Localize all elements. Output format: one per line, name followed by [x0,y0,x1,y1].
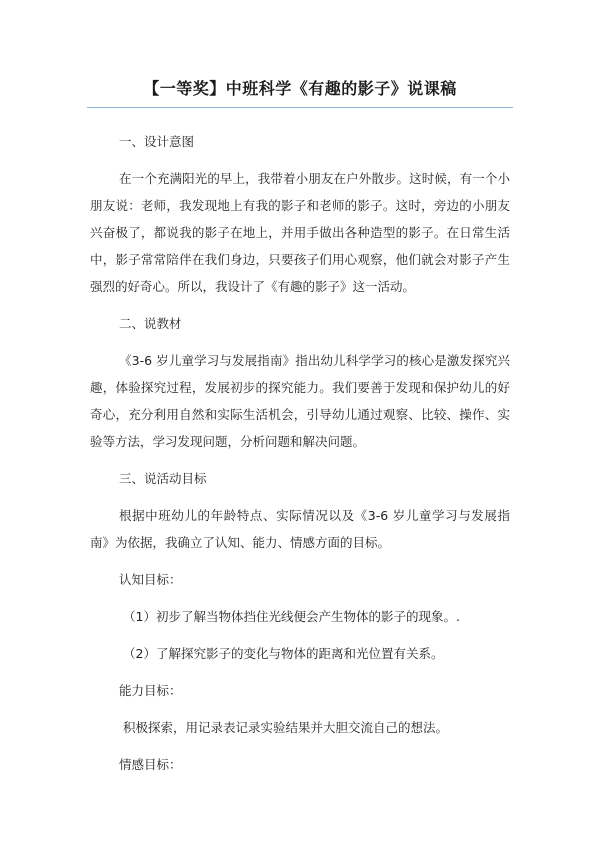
title-divider [87,107,513,108]
cognitive-goals-label: 认知目标： [119,572,182,587]
document-body [90,128,510,778]
section-heading-design-intent: 一、设计意图 [119,134,195,149]
cognitive-goal-item-2: （2）了解探究影子的变化与物体的距离和光位置有关系。 [123,646,444,661]
document-title: 【一等奖】中班科学《有趣的影子》说课稿 [143,79,457,98]
ability-goal-text: 积极探索，用记录表记录实验结果并大胆交流自己的想法。 [123,720,449,735]
teaching-material-paragraph: 《3-6 岁儿童学习与发展指南》指出幼儿科学学习的核心是激发探究兴趣，体验探究过程，发展初步的探究能力。我们要善于发现和保护幼儿的好奇心，充分利用自然和实际生活机会，引导幼儿通过观察、比较、操作、实验等方法，学习发现问题，分析问题和解决问题。 [90,353,510,449]
emotion-goals-label: 情感目标： [119,757,182,772]
section-heading-activity-goals: 三、说活动目标 [119,471,207,486]
section-heading-teaching-material: 二、说教材 [119,316,182,331]
design-intent-paragraph: 在一个充满阳光的早上，我带着小朋友在户外散步。这时候，有一个小朋友说：老师，我发现地上有我的影子和老师的影子。这时，旁边的小朋友兴奋极了，都说我的影子在地上，并用手做出各种造型的影子。在日常生活中，影子常常陪伴在我们身边，只要孩子们用心观察，他们就会对影子产生强烈的好奇心。所以，我设计了《有趣的影子》这一活动。 [90,171,510,294]
cognitive-goal-item-1: （1）初步了解当物体挡住光线便会产生物体的影子的现象。. [123,609,460,624]
activity-goals-paragraph: 根据中班幼儿的年龄特点、实际情况以及《3-6 岁儿童学习与发展指南》为依据，我确立了认知、能力、情感方面的目标。 [90,508,510,550]
ability-goals-label: 能力目标： [119,683,182,698]
